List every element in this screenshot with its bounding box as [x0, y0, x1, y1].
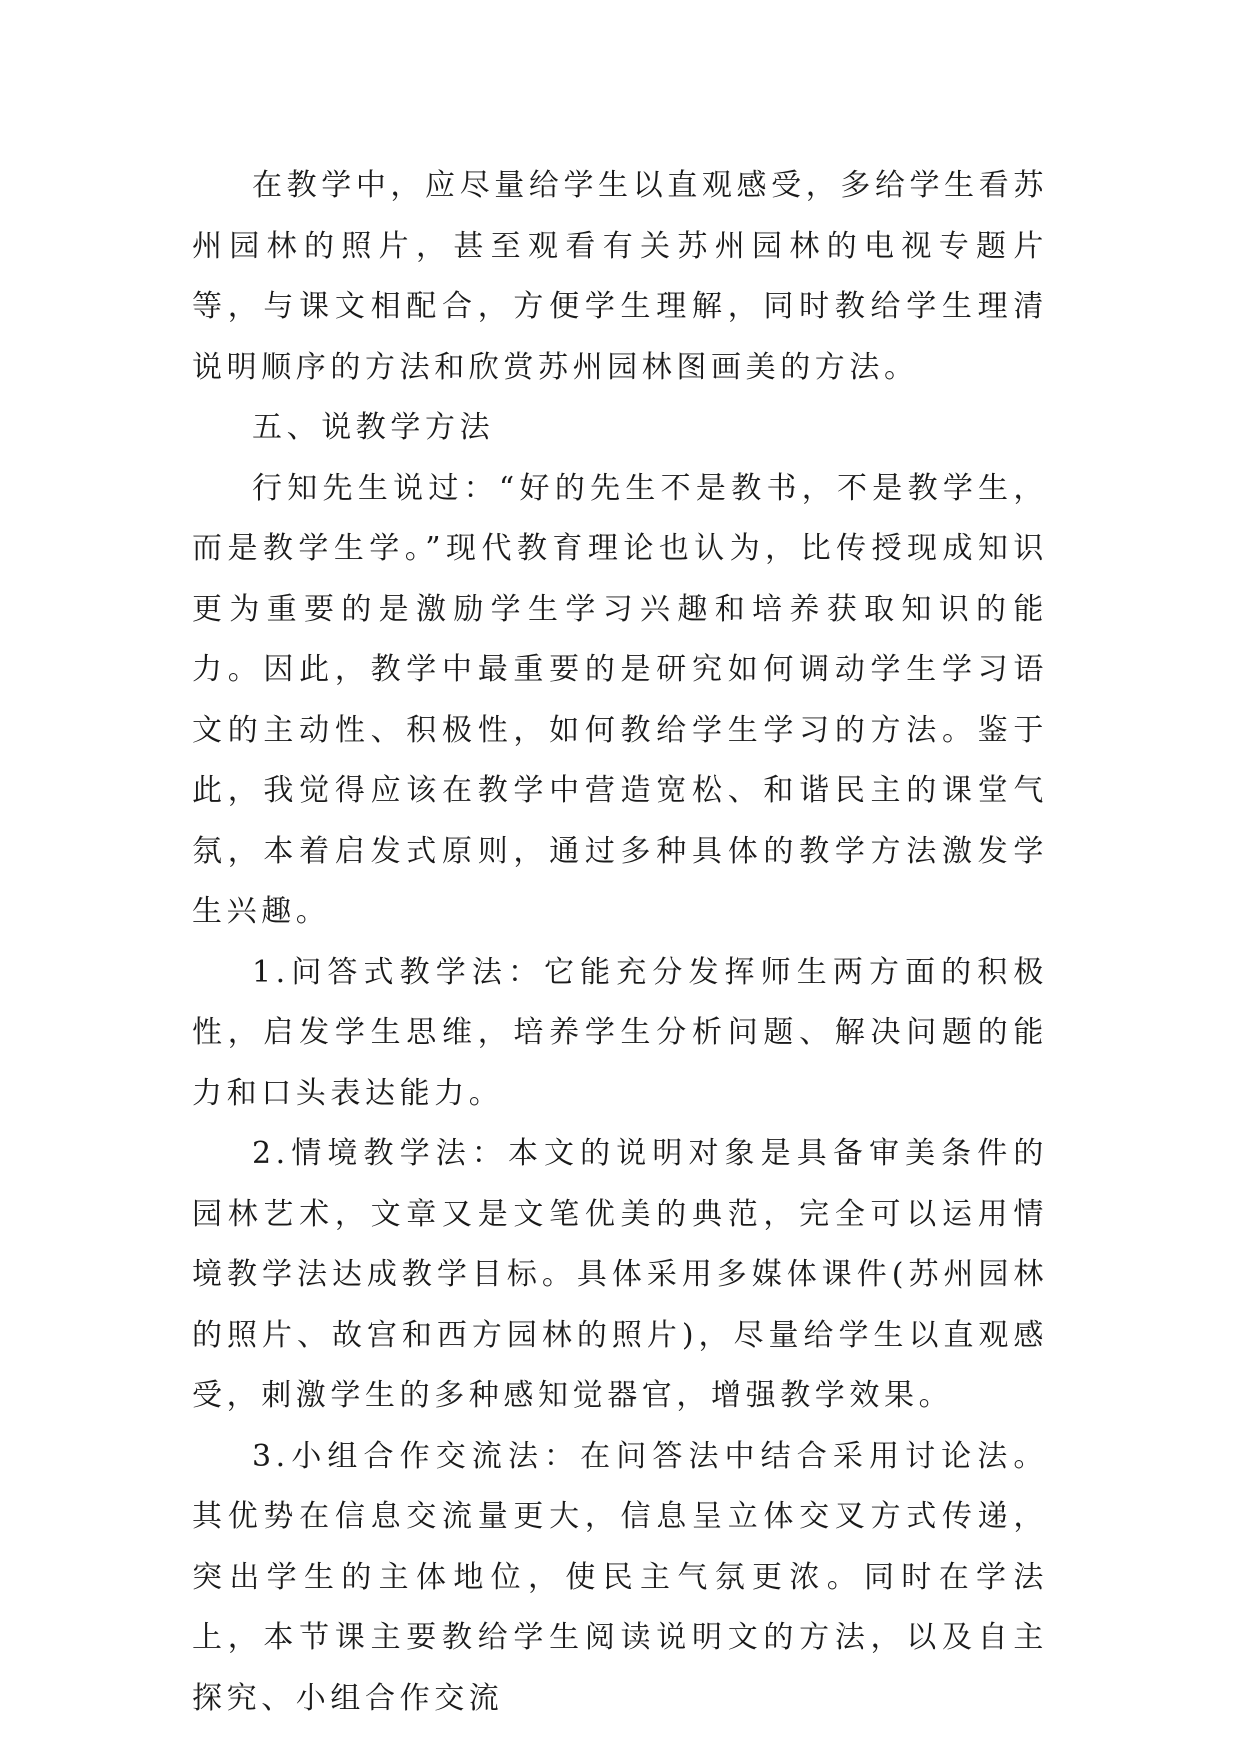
- paragraph-intro-teaching: 在教学中，应尽量给学生以直观感受，多给学生看苏州园林的照片，甚至观看有关苏州园林的电视专题片等，与课文相配合，方便学生理解，同时教给学生理清说明顺序的方法和欣赏苏州园林图画美的方法。: [192, 168, 1048, 385]
- paragraph-method-situational: 2.情境教学法：本文的说明对象是具备审美条件的园林艺术，文章又是文笔优美的典范，完全可以运用情境教学法达成教学目标。具体采用多媒体课件(苏州园林的照片、故宫和西方园林的照片)，尽量给学生以直观感受，刺激学生的多种感知觉器官，增强教学效果。: [192, 1136, 1048, 1413]
- document-body: [192, 156, 1048, 1729]
- paragraph-method-group: 3.小组合作交流法：在问答法中结合采用讨论法。其优势在信息交流量更大，信息呈立体交叉方式传递，突出学生的主体地位，使民主气氛更浓。同时在学法上，本节课主要教给学生阅读说明文的方法，以及自主探究、小组合作交流: [192, 1438, 1048, 1716]
- paragraph-method-qa: 1.问答式教学法：它能充分发挥师生两方面的积极性，启发学生思维，培养学生分析问题、解决问题的能力和口头表达能力。: [192, 954, 1048, 1111]
- paragraph-teaching-philosophy: 行知先生说过：“好的先生不是教书，不是教学生，而是教学生学。”现代教育理论也认为，比传授现成知识更为重要的是激励学生学习兴趣和培养获取知识的能力。因此，教学中最重要的是研究如何调动学生学习语文的主动性、积极性，如何教给学生学习的方法。鉴于此，我觉得应该在教学中营造宽松、和谐民主的课堂气氛，本着启发式原则，通过多种具体的教学方法激发学生兴趣。: [192, 470, 1048, 929]
- section-heading-teaching-methods: 五、说教学方法: [252, 410, 495, 445]
